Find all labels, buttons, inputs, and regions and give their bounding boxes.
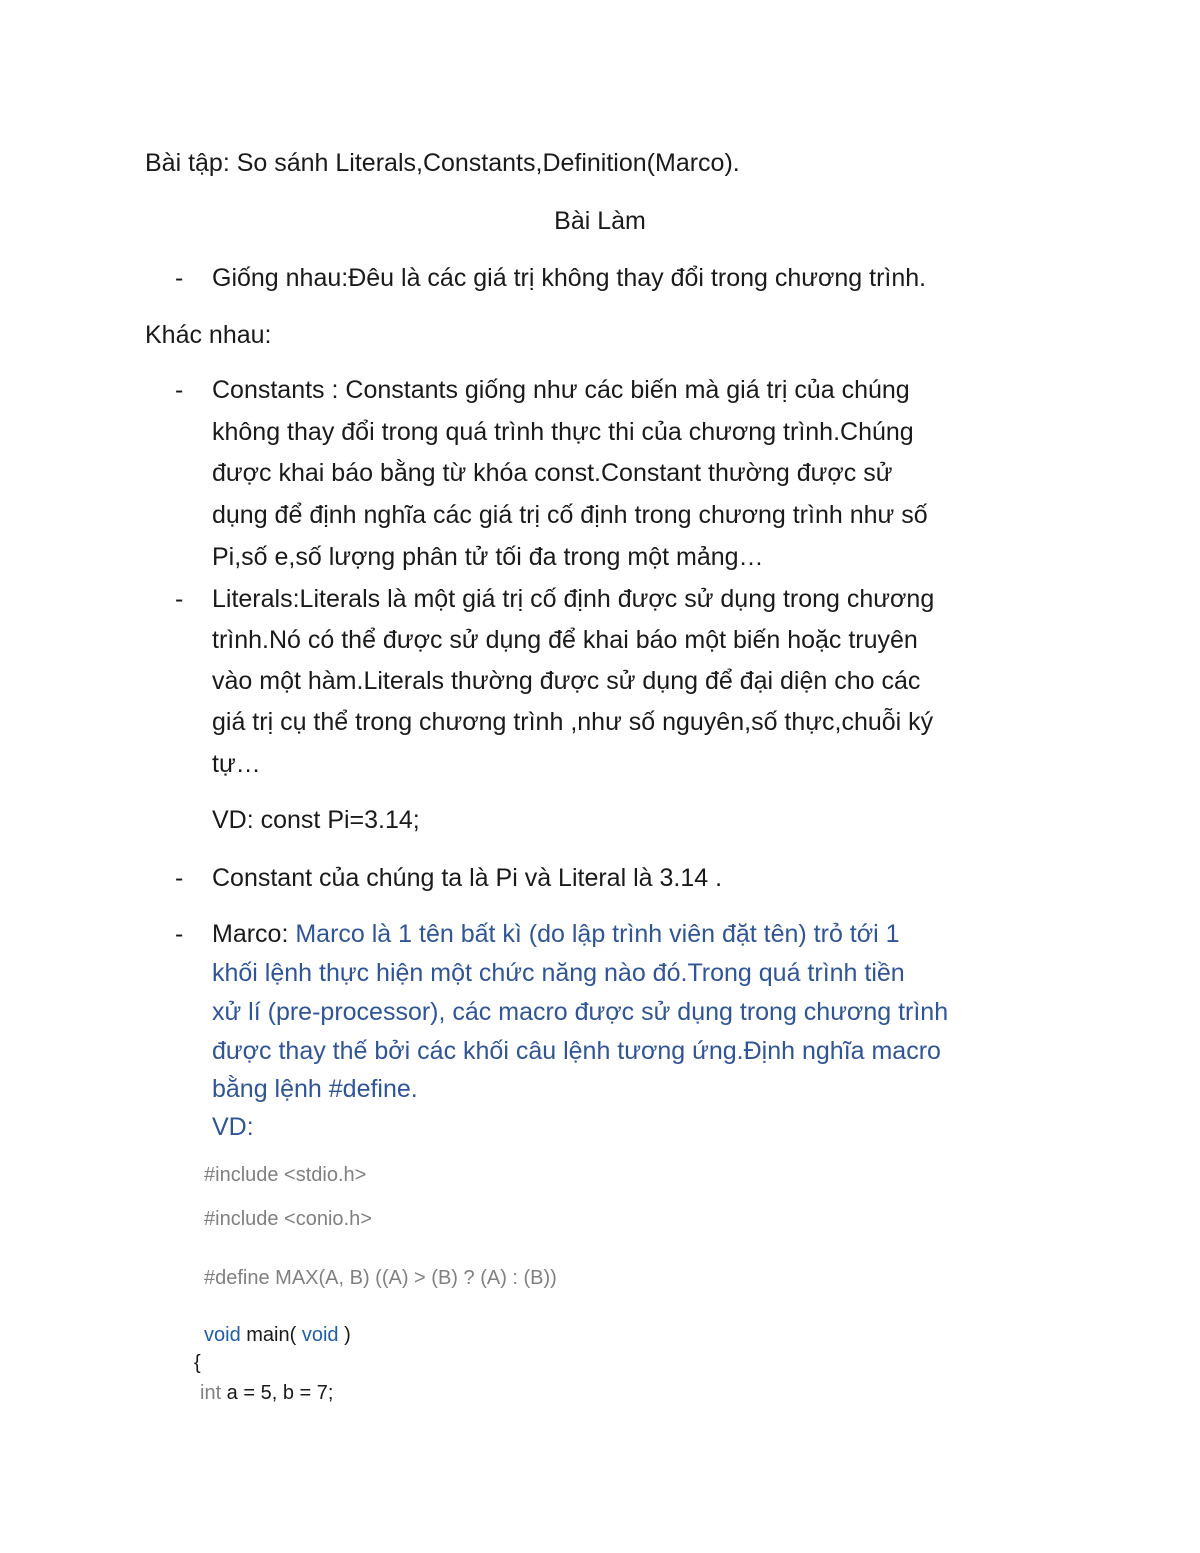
code-keyword: int bbox=[200, 1382, 222, 1404]
constants-line: dụng để định nghĩa các giá trị cố định trong chương trình như số bbox=[212, 501, 928, 529]
literals-line: trình.Nó có thể được sử dụng để khai báo một biến hoặc truyên bbox=[212, 626, 918, 654]
constants-line: được khai báo bằng từ khóa const.Constant thường được sử bbox=[212, 459, 893, 487]
code-int-decl bbox=[200, 1380, 333, 1406]
marco-label: Marco: bbox=[212, 920, 289, 948]
bullet-dash: - bbox=[175, 864, 184, 892]
code-include-conio: #include <conio.h> bbox=[204, 1208, 372, 1230]
marco-line: xử lí (pre-processor), các macro được sử dụng trong chương trình bbox=[212, 998, 949, 1026]
similar-text: Giống nhau:Đêu là các giá trị không thay đổi trong chương trình. bbox=[212, 264, 927, 292]
code-text: main( bbox=[240, 1324, 302, 1346]
marco-line-first bbox=[212, 918, 900, 950]
code-text: ) bbox=[338, 1324, 351, 1346]
constants-line: Constants : Constants giống như các biến mà giá trị của chúng bbox=[212, 376, 910, 404]
example-const: VD: const Pi=3.14; bbox=[212, 806, 420, 834]
bullet-dash: - bbox=[175, 585, 184, 613]
code-define: #define MAX(A, B) ((A) > (B) ? (A) : (B)) bbox=[204, 1267, 557, 1289]
code-keyword: void bbox=[301, 1324, 339, 1346]
marco-text: Marco là 1 tên bất kì (do lập trình viên đặt tên) trỏ tới 1 bbox=[288, 920, 900, 948]
code-main bbox=[204, 1322, 351, 1348]
constants-line: không thay đổi trong quá trình thực thi của chương trình.Chúng bbox=[212, 418, 914, 446]
diff-label: Khác nhau: bbox=[145, 321, 272, 349]
code-open-brace: { bbox=[194, 1352, 201, 1374]
code-keyword: void bbox=[204, 1324, 241, 1346]
code-include-stdio: #include <stdio.h> bbox=[204, 1164, 367, 1186]
literals-line: giá trị cụ thể trong chương trình ,như số nguyên,số thực,chuỗi ký bbox=[212, 708, 934, 736]
bullet-dash: - bbox=[175, 264, 184, 292]
marco-line: khối lệnh thực hiện một chức năng nào đó.Trong quá trình tiền bbox=[212, 959, 905, 987]
page-title: Bài tập: So sánh Literals,Constants,Definition(Marco). bbox=[145, 149, 740, 177]
marco-line: được thay thế bởi các khối câu lệnh tương ứng.Định nghĩa macro bbox=[212, 1037, 941, 1065]
marco-line: bằng lệnh #define. bbox=[212, 1075, 418, 1103]
subtitle: Bài Làm bbox=[554, 207, 646, 235]
code-text: a = 5, b = 7; bbox=[221, 1382, 334, 1404]
example-label: VD: bbox=[212, 1113, 254, 1141]
bullet-dash: - bbox=[175, 920, 184, 948]
constants-line: Pi,số e,số lượng phân tử tối đa trong một mảng… bbox=[212, 543, 764, 571]
bullet-dash: - bbox=[175, 376, 184, 404]
literals-line: vào một hàm.Literals thường được sử dụng để đại diện cho các bbox=[212, 667, 921, 695]
literals-line: tự… bbox=[212, 750, 261, 778]
constant-note: Constant của chúng ta là Pi và Literal là 3.14 . bbox=[212, 864, 723, 892]
literals-line: Literals:Literals là một giá trị cố định được sử dụng trong chương bbox=[212, 585, 935, 613]
